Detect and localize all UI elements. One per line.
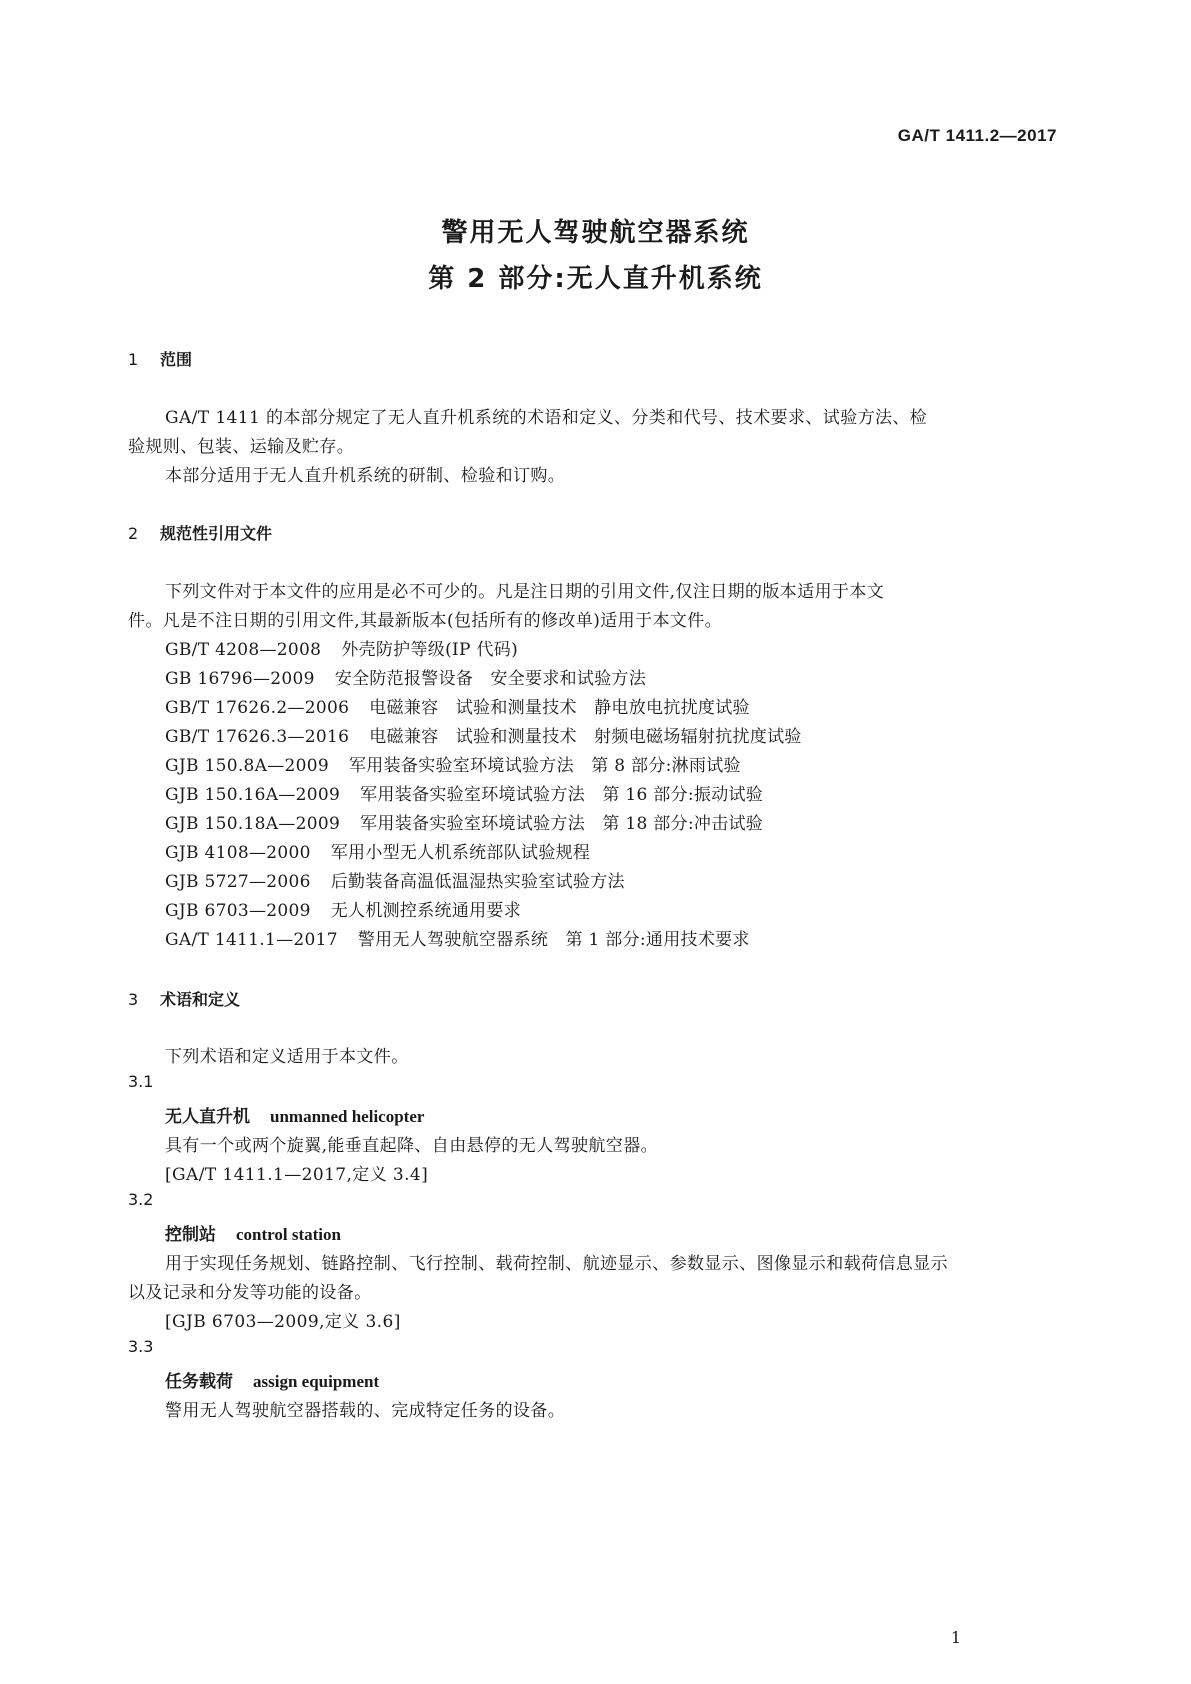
reference-code: GB/T 4208—2008 (165, 640, 322, 660)
reference-item (165, 896, 521, 921)
reference-code: GJB 150.18A—2009 (165, 814, 341, 834)
reference-code: GB/T 17626.3—2016 (165, 727, 350, 747)
reference-code: GJB 6703—2009 (165, 901, 311, 921)
term-chinese: 任务载荷 (165, 1372, 233, 1392)
term-english: control station (236, 1225, 341, 1244)
section-title: 规范性引用文件 (160, 524, 273, 543)
section-heading-normative (128, 521, 272, 544)
term-english: assign equipment (253, 1372, 380, 1391)
reference-title: 军用装备实验室环境试验方法 第 8 部分:淋雨试验 (349, 756, 741, 776)
standard-code: GA/T 1411.2—2017 (897, 126, 1057, 145)
term-definition-line: 用于实现任务规划、链路控制、飞行控制、载荷控制、航迹显示、参数显示、图像显示和载荷信息显示 (165, 1254, 948, 1274)
term-definition-line: 警用无人驾驶航空器搭载的、完成特定任务的设备。 (165, 1401, 566, 1421)
reference-title: 军用装备实验室环境试验方法 第 16 部分:振动试验 (360, 785, 764, 805)
reference-item (165, 751, 741, 776)
term-number: 3.1 (128, 1072, 154, 1091)
reference-item (165, 693, 750, 718)
document-title-line1: 警用无人驾驶航空器系统 (441, 218, 750, 248)
term-chinese: 控制站 (165, 1225, 216, 1245)
term-source: [GA/T 1411.1—2017,定义 3.4] (165, 1165, 429, 1185)
section-heading-terms (128, 987, 240, 1010)
reference-item (165, 664, 646, 689)
term-number: 3.3 (128, 1337, 154, 1356)
reference-code: GJB 4108—2000 (165, 843, 311, 863)
normative-intro-line: 下列文件对于本文件的应用是必不可少的。凡是注日期的引用文件,仅注日期的版本适用于本文 (165, 582, 885, 602)
reference-code: GJB 5727—2006 (165, 872, 311, 892)
page-number: 1 (950, 1628, 961, 1647)
reference-code: GB/T 17626.2—2006 (165, 698, 350, 718)
reference-title: 军用小型无人机系统部队试验规程 (330, 843, 591, 863)
section-number: 2 (128, 524, 139, 543)
document-title-line2: 第 2 部分:无人直升机系统 (428, 264, 763, 294)
reference-item (165, 809, 763, 834)
reference-code: GJB 150.8A—2009 (165, 756, 329, 776)
reference-title: 军用装备实验室环境试验方法 第 18 部分:冲击试验 (360, 814, 764, 834)
reference-code: GA/T 1411.1—2017 (165, 930, 338, 950)
reference-item (165, 838, 590, 863)
reference-item (165, 780, 763, 805)
term-entry (165, 1102, 424, 1127)
normative-intro-line: 件。凡是不注日期的引用文件,其最新版本(包括所有的修改单)适用于本文件。 (128, 611, 723, 631)
section-heading-scope (128, 347, 192, 370)
term-source: [GJB 6703—2009,定义 3.6] (165, 1312, 401, 1332)
term-definition-line: 以及记录和分发等功能的设备。 (128, 1283, 372, 1303)
reference-item (165, 867, 625, 892)
reference-item (165, 925, 750, 950)
reference-code: GJB 150.16A—2009 (165, 785, 341, 805)
reference-item (165, 635, 518, 660)
term-entry (165, 1367, 379, 1392)
section-number: 3 (128, 990, 139, 1009)
section-number: 1 (128, 350, 139, 369)
term-chinese: 无人直升机 (165, 1107, 250, 1127)
scope-paragraph-line: 验规则、包装、运输及贮存。 (128, 437, 355, 457)
term-number: 3.2 (128, 1190, 154, 1209)
reference-title: 外壳防护等级(IP 代码) (341, 640, 519, 660)
reference-item (165, 722, 802, 747)
reference-title: 无人机测控系统通用要求 (330, 901, 522, 921)
term-entry (165, 1220, 341, 1245)
reference-title: 安全防范报警设备 安全要求和试验方法 (334, 669, 647, 689)
reference-code: GB 16796—2009 (165, 669, 315, 689)
section-title: 术语和定义 (160, 990, 241, 1009)
section-title: 范围 (160, 350, 193, 369)
scope-paragraph-line: GA/T 1411 的本部分规定了无人直升机系统的术语和定义、分类和代号、技术要求、试验方法、检 (165, 408, 928, 428)
term-definition-line: 具有一个或两个旋翼,能垂直起降、自由悬停的无人驾驶航空器。 (165, 1136, 659, 1156)
reference-title: 警用无人驾驶航空器系统 第 1 部分:通用技术要求 (357, 930, 750, 950)
reference-title: 后勤装备高温低温湿热实验室试验方法 (330, 872, 625, 892)
scope-paragraph-line: 本部分适用于无人直升机系统的研制、检验和订购。 (165, 466, 566, 486)
term-english: unmanned helicopter (270, 1107, 425, 1126)
reference-title: 电磁兼容 试验和测量技术 射频电磁场辐射抗扰度试验 (369, 727, 802, 747)
terms-intro: 下列术语和定义适用于本文件。 (165, 1047, 409, 1067)
reference-title: 电磁兼容 试验和测量技术 静电放电抗扰度试验 (369, 698, 750, 718)
